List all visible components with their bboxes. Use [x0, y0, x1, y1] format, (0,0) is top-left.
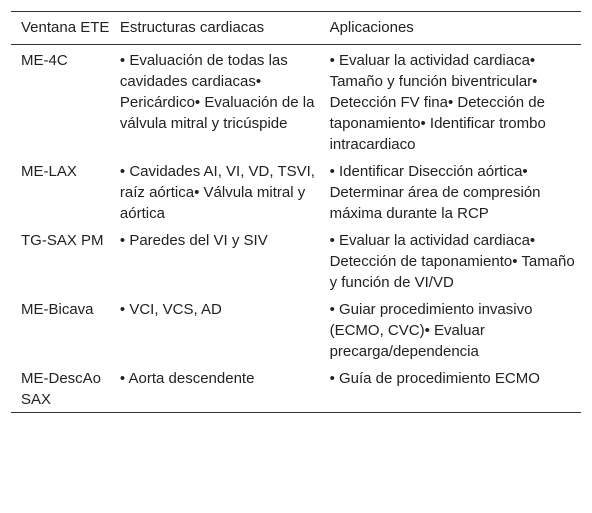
header-aplicaciones-text: Aplicaciones — [329, 19, 414, 36]
cell-ventana-text: ME-4C — [21, 52, 68, 69]
header-ventana-text: Ventana ETE — [21, 19, 110, 36]
cell-aplicaciones — [330, 157, 581, 226]
cell-estructuras — [120, 45, 330, 158]
cell-estructuras-text: • Aorta descendente — [119, 370, 255, 387]
cell-estructuras-text: • Evaluación de todas las cavidades cardiacas• Pericárdico• Evaluación de la válvula mitral y tricúspide — [119, 52, 315, 132]
cell-estructuras — [120, 295, 330, 364]
table-row — [11, 157, 581, 226]
table-row — [11, 226, 581, 295]
header-estructuras-text: Estructuras cardiacas — [119, 19, 265, 36]
cell-estructuras — [120, 157, 330, 226]
cell-aplicaciones-text: • Evaluar la actividad cardiaca• Detección de taponamiento• Tamaño y función de VI/VD — [329, 232, 575, 291]
cell-aplicaciones-text: • Evaluar la actividad cardiaca• Tamaño y función biventricular• Detección FV fina• Detección de taponamiento• Identificar trombo intracardiaco — [329, 52, 546, 153]
cell-aplicaciones — [330, 295, 581, 364]
ete-windows-table — [11, 11, 581, 413]
cell-aplicaciones-text: • Identificar Disección aórtica• Determinar área de compresión máxima durante la RCP — [329, 163, 541, 222]
cell-aplicaciones-text: • Guía de procedimiento ECMO — [329, 370, 540, 387]
cell-ventana — [11, 364, 120, 413]
table-body — [11, 45, 581, 413]
cell-ventana-text: TG-SAX PM — [21, 232, 104, 249]
cell-estructuras-text: • Paredes del VI y SIV — [119, 232, 268, 249]
cell-estructuras-text: • VCI, VCS, AD — [119, 301, 222, 318]
header-estructuras — [120, 12, 330, 45]
header-row — [11, 12, 581, 45]
table-row — [11, 364, 581, 413]
cell-aplicaciones — [330, 364, 581, 413]
header-ventana — [11, 12, 120, 45]
table-header — [11, 12, 581, 45]
cell-ventana — [11, 157, 120, 226]
cell-estructuras-text: • Cavidades AI, VI, VD, TSVI, raíz aórtica• Válvula mitral y aórtica — [119, 163, 315, 222]
cell-aplicaciones-text: • Guiar procedimiento invasivo (ECMO, CVC)• Evaluar precarga/dependencia — [329, 301, 533, 360]
header-aplicaciones — [330, 12, 581, 45]
cell-ventana — [11, 45, 120, 158]
table-row — [11, 45, 581, 158]
cell-ventana-text: ME-LAX — [21, 163, 77, 180]
table-row — [11, 295, 581, 364]
cell-ventana — [11, 295, 120, 364]
cell-ventana-text: ME-DescAo SAX — [21, 370, 102, 408]
cell-estructuras — [120, 364, 330, 413]
cell-ventana — [11, 226, 120, 295]
cell-ventana-text: ME-Bicava — [21, 301, 94, 318]
cell-aplicaciones — [330, 226, 581, 295]
cell-aplicaciones — [330, 45, 581, 158]
cell-estructuras — [120, 226, 330, 295]
